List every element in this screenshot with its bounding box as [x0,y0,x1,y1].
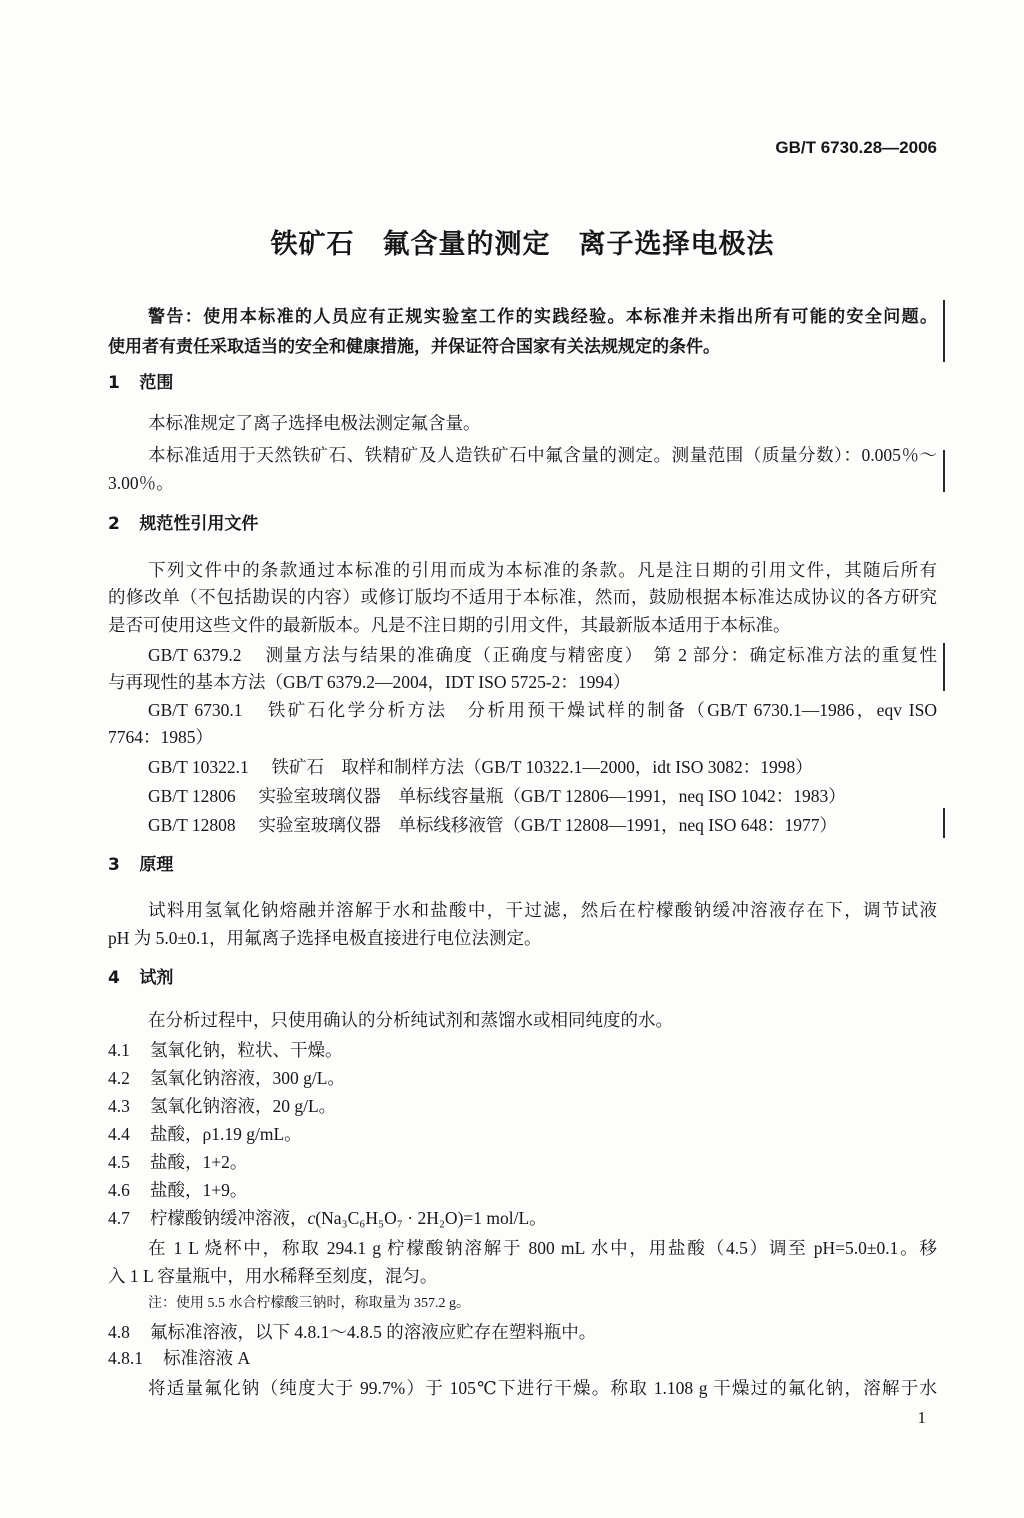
reagent-item [108,1318,937,1346]
paragraph-line: 在 1 L 烧杯中，称取 294.1 g 柠檬酸钠溶解于 800 mL 水中，用盐酸（4.5）调至 pH=5.0±0.1。移 [148,1238,937,1258]
change-bar [943,450,945,492]
paragraph-line: 入 1 L 容量瓶中，用水稀释至刻度，混匀。 [108,1266,438,1286]
clause-number: 4.4 [108,1124,130,1144]
reagent-text: 标准溶液 A [163,1348,251,1368]
reagent-text: 氢氧化钠，粒状、干燥。 [150,1040,343,1060]
section-title: 原理 [139,855,174,875]
section-title: 试剂 [139,968,174,988]
reagent-item [108,1064,937,1092]
section-number: 4 [108,968,120,988]
reagent-text: 氟标准溶液，以下 4.8.1～4.8.5 的溶液应贮存在塑料瓶中。 [150,1322,597,1342]
reference-code: GB/T 12806 [148,786,236,806]
reference-title-line: 测量方法与结果的准确度（正确度与精密度） 第 2 部分：确定标准方法的重复性 [264,645,938,665]
reagent-text: 柠檬酸钠缓冲溶液， [150,1208,308,1228]
reagent-item [108,1148,937,1176]
reagent-item [108,1120,937,1148]
reference-entry [108,782,937,810]
reagent-item [108,1204,937,1232]
page-number: 1 [917,1408,926,1427]
section-title: 规范性引用文件 [139,514,259,534]
chemical-formula: (Na₃C₆H₅O₇ · 2H₂O)=1 mol/L。 [315,1208,547,1228]
section-heading-scope [108,369,937,397]
reference-title-line: 铁矿石 取样和制样方法（GB/T 10322.1—2000，idt ISO 3082：1998） [271,757,813,777]
reference-title-line: 7764：1985） [108,727,213,747]
paragraph-line: 本标准规定了离子选择电极法测定氟含量。 [148,413,481,433]
clause-number: 4.7 [108,1208,130,1228]
paragraph-line: 是否可使用这些文件的最新版本。凡是不注日期的引用文件，其最新版本适用于本标准。 [108,615,791,635]
reference-title-line: 实验室玻璃仪器 单标线移液管（GB/T 12808—1991，neq ISO 648：1977） [258,815,838,835]
clause-number: 4.8.1 [108,1348,143,1368]
note: 注：使用 5.5 水合柠檬酸三钠时，称取量为 357.2 g。 [148,1296,470,1311]
reference-title-line: 实验室玻璃仪器 单标线容量瓶（GB/T 12806—1991，neq ISO 1042：1983） [258,786,846,806]
paragraph-line: 将适量氟化钠（纯度大于 99.7%）于 105℃下进行干燥。称取 1.108 g 干燥过的氟化钠，溶解于水 [148,1378,937,1398]
change-bar [943,643,945,691]
clause-number: 4.8 [108,1322,130,1342]
reagent-text: 盐酸，1+9。 [150,1180,248,1200]
paragraph-line: 本标准适用于天然铁矿石、铁精矿及人造铁矿石中氟含量的测定。测量范围（质量分数）：0.005％～ [148,445,937,465]
paragraph-line: 在分析过程中，只使用确认的分析纯试剂和蒸馏水或相同纯度的水。 [148,1010,673,1030]
reference-title-line: 与再现性的基本方法（GB/T 6379.2—2004，IDT ISO 5725-2：1994） [108,672,631,692]
reference-code: GB/T 12808 [148,815,236,835]
change-bar [943,300,945,362]
section-number: 3 [108,855,120,875]
reagent-text: 盐酸，ρ1.19 g/mL。 [150,1124,302,1144]
clause-number: 4.3 [108,1096,130,1116]
reference-entry [108,641,937,669]
reagent-item [108,1344,937,1372]
change-bar [943,808,945,838]
paragraph-line: 3.00％。 [108,473,174,493]
reference-entry [108,811,937,839]
section-title: 范围 [139,373,174,393]
section-heading-normative-references [108,510,937,538]
reagent-item [108,1092,937,1120]
paragraph-line: 下列文件中的条款通过本标准的引用而成为本标准的条款。凡是注日期的引用文件，其随后所有 [148,560,937,580]
reference-entry [108,696,937,724]
standard-number: GB/T 6730.28—2006 [775,138,937,157]
clause-number: 4.2 [108,1068,130,1088]
section-number: 2 [108,514,120,534]
paragraph-line: 的修改单（不包括勘误的内容）或修订版均不适用于本标准，然而，鼓励根据本标准达成协议的各方研究 [108,587,937,607]
section-heading-principle [108,851,937,879]
reference-code: GB/T 6379.2 [148,645,242,665]
reagent-text: 氢氧化钠溶液，300 g/L。 [150,1068,345,1088]
reagent-item [108,1036,937,1064]
document-title: 铁矿石 氟含量的测定 离子选择电极法 [270,229,775,260]
clause-number: 4.5 [108,1152,130,1172]
clause-number: 4.6 [108,1180,130,1200]
reagent-text: 氢氧化钠溶液，20 g/L。 [150,1096,337,1116]
concentration-symbol: c [307,1208,316,1228]
section-number: 1 [108,373,120,393]
paragraph-line: 试料用氢氧化钠熔融并溶解于水和盐酸中，干过滤，然后在柠檬酸钠缓冲溶液存在下，调节试液 [148,900,937,920]
section-heading-reagents [108,964,937,992]
clause-number: 4.1 [108,1040,130,1060]
warning-line: 使用者有责任采取适当的安全和健康措施，并保证符合国家有关法规规定的条件。 [108,337,720,357]
reagent-text: 盐酸，1+2。 [150,1152,248,1172]
reference-code: GB/T 6730.1 [148,700,243,720]
warning-line: 警告：使用本标准的人员应有正规实验室工作的实践经验。本标准并未指出所有可能的安全问题。 [148,307,937,327]
reference-code: GB/T 10322.1 [148,757,249,777]
paragraph-line: pH 为 5.0±0.1，用氟离子选择电极直接进行电位法测定。 [108,928,542,948]
reagent-item [108,1176,937,1204]
reference-title-line: 铁矿石化学分析方法 分析用预干燥试样的制备（GB/T 6730.1—1986，eqv ISO [265,700,938,720]
reference-entry [108,753,937,781]
